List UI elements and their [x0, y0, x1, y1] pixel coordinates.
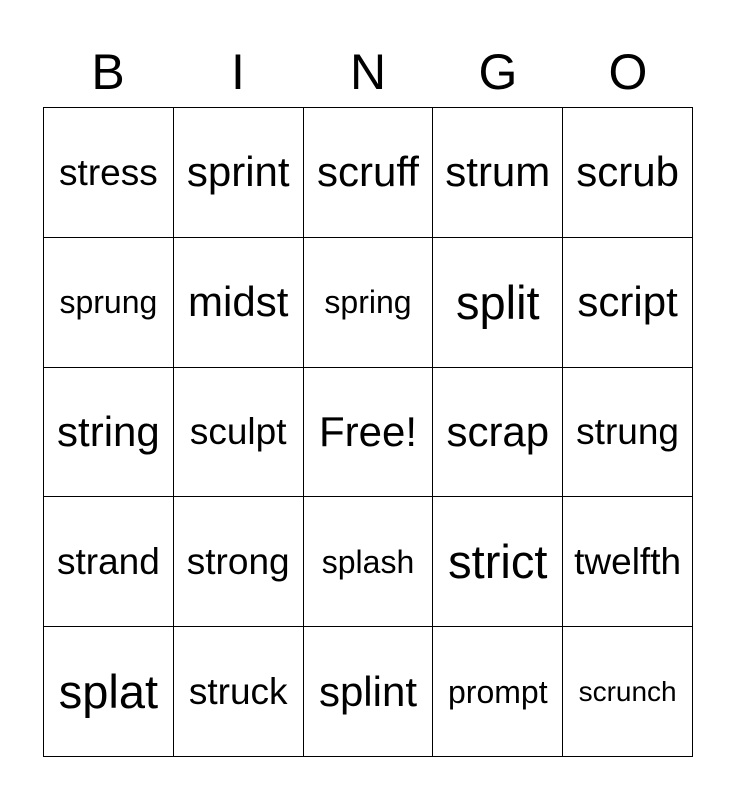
bingo-board	[43, 107, 693, 757]
bingo-cell: strict	[433, 497, 563, 627]
bingo-cell: strung	[563, 368, 693, 498]
header-letter-o: O	[608, 44, 648, 100]
bingo-cell: prompt	[433, 627, 563, 757]
header-letter-b: B	[91, 44, 125, 100]
bingo-cell: strong	[174, 497, 304, 627]
bingo-cell: scrap	[433, 368, 563, 498]
bingo-cell: sprint	[174, 108, 304, 238]
bingo-cell: script	[563, 238, 693, 368]
header-letter-n: N	[349, 44, 387, 100]
bingo-cell: spring	[304, 238, 434, 368]
bingo-cell: sculpt	[174, 368, 304, 498]
bingo-cell: splash	[304, 497, 434, 627]
bingo-cell: string	[44, 368, 174, 498]
bingo-cell: twelfth	[563, 497, 693, 627]
bingo-cell: sprung	[44, 238, 174, 368]
bingo-cell: scruff	[304, 108, 434, 238]
bingo-cell: midst	[174, 238, 304, 368]
bingo-cell: strum	[433, 108, 563, 238]
bingo-cell-free-space: Free!	[304, 368, 434, 498]
bingo-header	[43, 40, 693, 104]
bingo-cell: strand	[44, 497, 174, 627]
header-letter-i: I	[231, 44, 245, 100]
bingo-cell: split	[433, 238, 563, 368]
bingo-cell: scrunch	[563, 627, 693, 757]
bingo-cell: scrub	[563, 108, 693, 238]
bingo-cell: splint	[304, 627, 434, 757]
bingo-cell: struck	[174, 627, 304, 757]
bingo-cell: stress	[44, 108, 174, 238]
header-letter-g: G	[478, 44, 518, 100]
bingo-cell: splat	[44, 627, 174, 757]
